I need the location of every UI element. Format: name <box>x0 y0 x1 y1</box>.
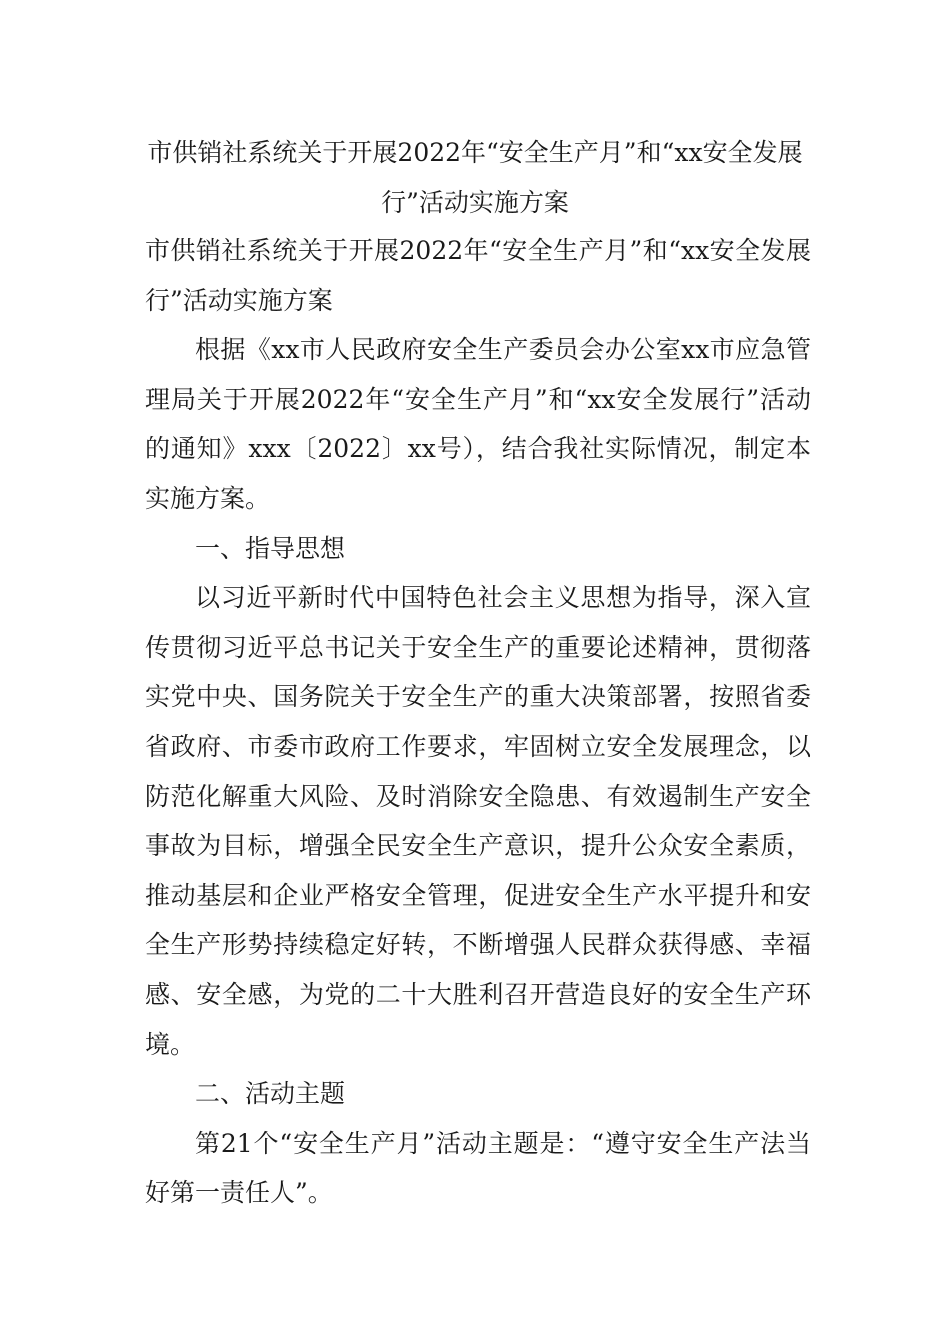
section-heading-activity-theme: 二、活动主题 <box>195 1079 346 1109</box>
intro-paragraph: 根据《xx市人民政府安全生产委员会办公室xx市应急管理局关于开展2022年“安全生产月”和“xx安全发展行”活动的通知》xxx〔2022〕xx号），结合我社实际情况，制定本实施方案。 <box>145 335 811 513</box>
title-repeat-paragraph: 市供销社系统关于开展2022年“安全生产月”和“xx安全发展行”活动实施方案 <box>145 236 811 315</box>
document-title: 市供销社系统关于开展2022年“安全生产月”和“xx安全发展行”活动实施方案 <box>147 138 803 217</box>
activity-theme-paragraph: 第21个“安全生产月”活动主题是：“遵守安全生产法当好第一责任人”。 <box>145 1128 811 1208</box>
document-body <box>145 226 811 1218</box>
section-heading-guiding-ideology: 一、指导思想 <box>195 533 346 563</box>
guiding-ideology-paragraph: 以习近平新时代中国特色社会主义思想为指导，深入宣传贯彻习近平总书记关于安全生产的重要论述精神，贯彻落实党中央、国务院关于安全生产的重大决策部署，按照省委省政府、市委市政府工作要求，牢固树立安全发展理念，以防范化解重大风险、及时消除安全隐患、有效遏制生产安全事故为目标，增强全民安全生产意识，提升公众安全素质，推动基层和企业严格安全管理，促进安全生产水平提升和安全生产形势持续稳定好转，不断增强人民群众获得感、幸福感、安全感，为党的二十大胜利召开营造良好的安全生产环境。 <box>145 583 811 1059</box>
